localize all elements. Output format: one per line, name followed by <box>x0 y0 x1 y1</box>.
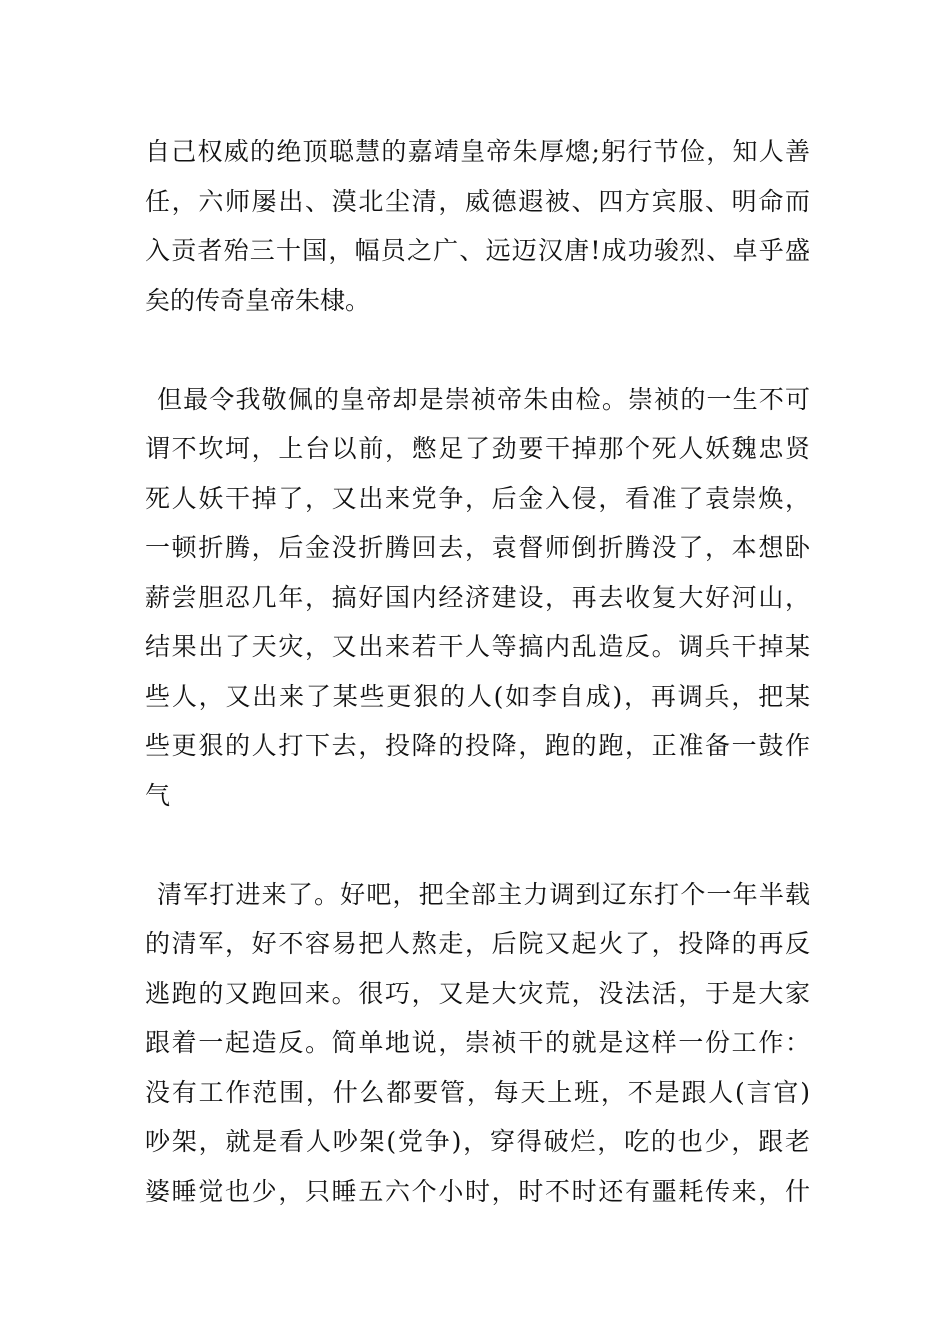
text-line: 死人妖干掉了，又出来党争，后金入侵，看准了袁崇焕， <box>145 483 810 513</box>
text-line: 结果出了天灾，又出来若干人等搞内乱造反。调兵干掉某 <box>145 632 810 661</box>
text-line: 矣的传奇皇帝朱棣。 <box>145 285 371 315</box>
text-line: 任，六师屡出、漠北尘清，威德遐被、四方宾服、明命而 <box>145 186 810 216</box>
text-line: 但最令我敬佩的皇帝却是崇祯帝朱由检。崇祯的一生不可 <box>157 384 810 414</box>
text-line: 自己权威的绝顶聪慧的嘉靖皇帝朱厚熜;躬行节俭，知人善 <box>145 137 810 166</box>
text-line: 吵架，就是看人吵架(党争)，穿得破烂，吃的也少，跟老 <box>145 1127 810 1156</box>
text-line: 婆睡觉也少，只睡五六个小时，时不时还有噩耗传来，什 <box>145 1176 810 1206</box>
paragraph-gap <box>145 820 810 870</box>
text-line: 没有工作范围，什么都要管，每天上班，不是跟人(言官) <box>145 1077 810 1107</box>
text-line: 一顿折腾，后金没折腾回去，袁督师倒折腾没了，本想卧 <box>145 533 810 562</box>
text-line: 薪尝胆忍几年，搞好国内经济建设，再去收复大好河山， <box>145 582 810 612</box>
paragraph-1 <box>145 127 810 325</box>
text-line: 入贡者殆三十国，幅员之广、远迈汉唐!成功骏烈、卓乎盛 <box>145 236 810 265</box>
text-line: 跟着一起造反。简单地说，崇祯干的就是这样一份工作： <box>145 1028 810 1057</box>
text-column <box>145 127 810 1216</box>
paragraph-2 <box>145 375 810 821</box>
text-line: 些更狠的人打下去，投降的投降，跑的跑，正准备一鼓作 <box>145 731 810 760</box>
text-line: 谓不坎坷，上台以前，憋足了劲要干掉那个死人妖魏忠贤 <box>145 434 810 463</box>
text-line: 的清军，好不容易把人熬走，后院又起火了，投降的再反 <box>145 929 810 958</box>
text-line: 逃跑的又跑回来。很巧，又是大灾荒，没法活，于是大家 <box>145 978 810 1008</box>
text-line: 些人，又出来了某些更狠的人(如李自成)，再调兵，把某 <box>145 681 810 711</box>
paragraph-3 <box>145 870 810 1217</box>
text-line: 清军打进来了。好吧，把全部主力调到辽东打个一年半载 <box>157 879 810 909</box>
paragraph-gap <box>145 325 810 375</box>
text-line: 气 <box>145 780 171 810</box>
